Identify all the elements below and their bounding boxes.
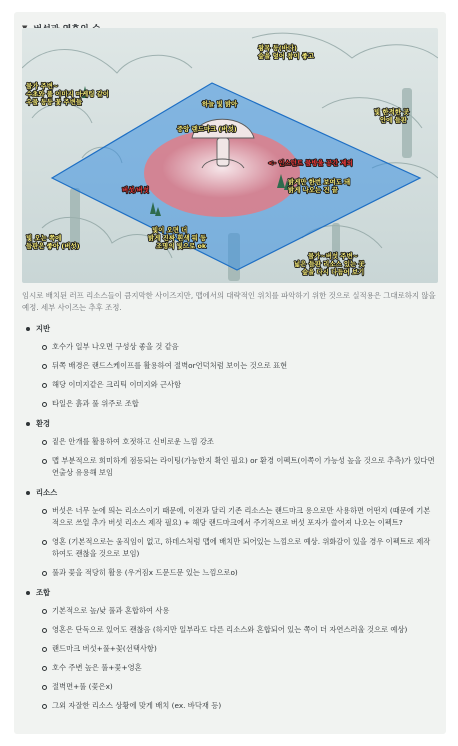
note-water-plants-2: 수초와 풀 이미지 마케팅 같이 <box>26 90 109 98</box>
note-landmark-3: 조명의 빛으로 ok <box>156 242 207 250</box>
note-water-plants-3: 우물 등등 꽃 주변들 <box>26 98 83 106</box>
list-item: 절벽면+풀 (꽃은x) <box>22 681 440 693</box>
note-bright: 밝게만 한번 보여도 돼 <box>288 178 351 186</box>
section-environment <box>22 417 440 479</box>
list-item: 영혼 (기본적으로는 움직임이 없고, 하데스처럼 맵에 배치만 되어있는 느낌으로 예상. 위화감이 있을 경우 이펙트로 제작하여도 괜찮을 것으로 보임) <box>22 536 440 560</box>
list-item: 해당 이미지같은 크리틱 이미지와 근사함 <box>22 379 440 391</box>
list-item: 기본적으로 높/낮 풀과 혼합하여 사용 <box>22 605 440 617</box>
note-bottom-left-2: 들판은 좋아 (버섯) <box>26 242 80 250</box>
section-title: 조합 <box>22 586 440 600</box>
concept-art-image <box>22 28 438 283</box>
note-bright-2: 밝게 나오는 건 끝 <box>288 186 338 194</box>
note-right-outside-2: 안에 들판 <box>380 116 407 124</box>
section-title: 환경 <box>22 417 440 431</box>
concept-art-svg <box>22 28 438 283</box>
list-item: 랜드마크 버섯+풀+꽃(선택사항) <box>22 643 440 655</box>
list-item: 영혼은 단독으로 있어도 괜찮음 (하지만 일부라도 다른 리소스와 혼합되어 있는 쪽이 더 자연스러울 것으로 예상) <box>22 624 440 636</box>
list-item: 호수 주변 높은 풀+꽃+영혼 <box>22 662 440 674</box>
section-resources <box>22 486 440 579</box>
image-caption: 임시로 배치된 러프 리소스들이 큼지막한 사이즈지만, 맵에서의 대략적인 위치를 파악하기 위한 것으로 실적용은 그대로하지 않을 예정. 세부 사이즈는 추후 조정. <box>22 291 436 312</box>
note-water-plants: 물가 주변~ <box>26 82 59 90</box>
note-paper-arrow: <- 인스턴트 물방울 공간 제외 <box>268 159 353 167</box>
note-landmark: 빛이 오면 더 <box>152 226 188 234</box>
section-title: 지반 <box>22 322 440 336</box>
list-item: 그외 자잘한 리소스 상황에 맞게 배치 (ex. 바닥재 등) <box>22 700 440 712</box>
note-bottom-right-2: 넓은 들판 리소스 있는 곳 <box>294 260 365 268</box>
section-ground <box>22 322 440 410</box>
section-title: 리소스 <box>22 486 440 500</box>
note-sky: 하늘 빛 밝아 <box>202 100 238 108</box>
note-tree-moss-2: 숲을 덮어 참이 좋고 <box>258 52 315 60</box>
note-bottom-right: 물가~버섯 주변~ <box>308 252 358 260</box>
list-item: 호수가 일부 나오면 구성상 좋을 것 같음 <box>22 341 440 353</box>
list-item: 풀과 꽃을 적당히 활용 (우거짐x 드문드문 있는 느낌으로o) <box>22 567 440 579</box>
note-right-outside: 빛 한적한 곳 <box>374 108 410 116</box>
note-bottom-left: 빛 오는 쪽에 <box>26 234 62 242</box>
notes-outline <box>22 322 440 719</box>
note-landmark-2: 밝게 진짜 흰색 뭐 등 <box>148 234 207 242</box>
list-item: 뒤쪽 배경은 랜드스케이프를 활용하여 절벽or언덕처럼 보이는 것으로 표현 <box>22 360 440 372</box>
list-item: 타일은 흙과 풀 위주로 조합 <box>22 398 440 410</box>
note-tree-moss: 왕목 등(바다) <box>258 44 297 52</box>
note-mushroom-center: 중앙 랜드마크 (버섯) <box>177 125 237 133</box>
note-bottom-right-3: 숲을 다시 다듬어 보기 <box>302 268 365 276</box>
list-item: 버섯은 너무 눈에 띄는 리소스이기 때문에, 이전과 달리 기존 리소스는 랜드마크 용으로만 사용하면 어떤지 (때문에 기본적으로 쓰일 추가 버섯 리소스 제작 필요) + 해당 랜드마크에서 주기적으로 버섯 포자가 쓸어져 나오는 이펙트? <box>22 505 440 529</box>
note-mushroom-red: 버섯/버섯 <box>122 186 150 194</box>
section-combination <box>22 586 440 712</box>
list-item: 짙은 안개를 활용하여 호젓하고 신비로운 느낌 강조 <box>22 436 440 448</box>
list-item: 맵 부분적으로 희미하게 점등되는 라이팅(가능한지 확인 필요) or 환경 이펙트(이쪽이 가능성 높을 것으로 추측)가 있다면 연출상 유용해 보임 <box>22 455 440 479</box>
